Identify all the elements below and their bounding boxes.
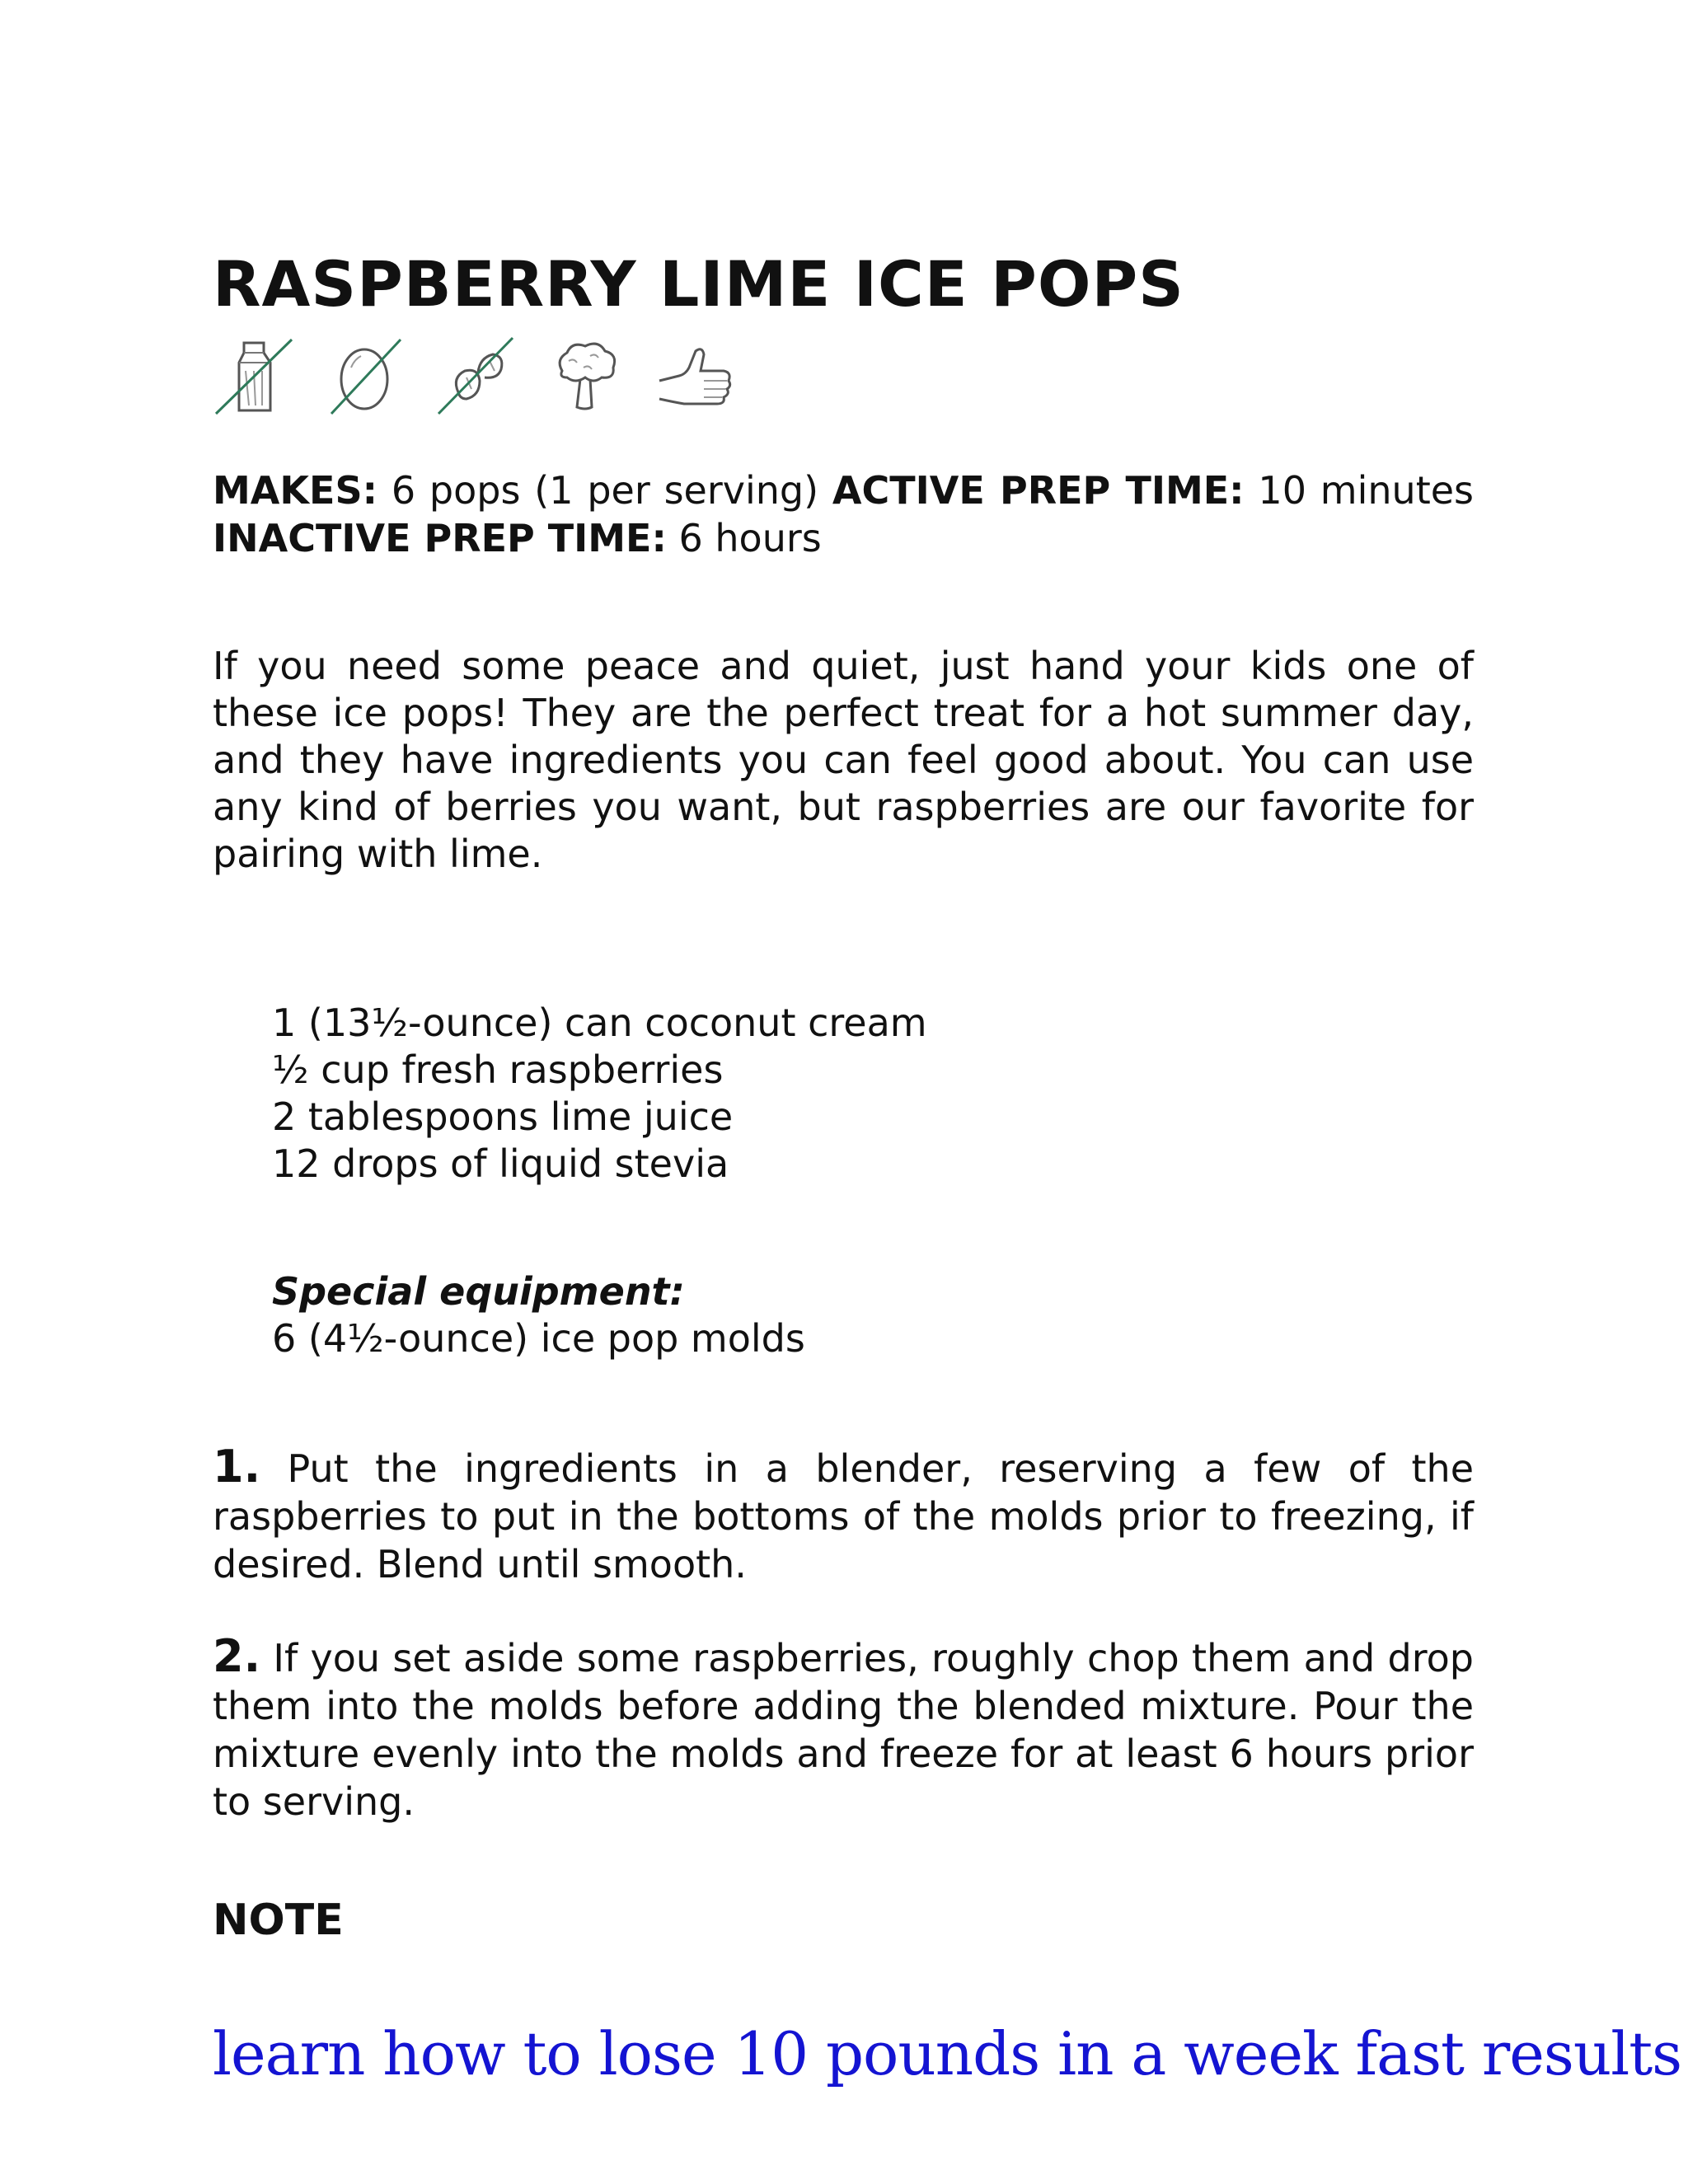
step-text: If you set aside some raspberries, roughly chop them and drop them into the molds before adding the blended mixture. Pour the mixture evenly into the molds and freeze for at least 6 hours prior to serving. (213, 1636, 1474, 1824)
special-equipment (213, 1268, 1474, 1362)
step-number: 2. (213, 1630, 261, 1682)
no-nuts-icon (434, 335, 516, 417)
active-prep-value: 10 minutes (1244, 468, 1475, 513)
inactive-prep-value: 6 hours (666, 516, 822, 560)
ingredient-item: 2 tablespoons lime juice (272, 1094, 734, 1139)
ingredient-item: 12 drops of liquid stevia (272, 1141, 729, 1186)
no-dairy-icon (213, 335, 295, 417)
note-heading: NOTE (213, 1896, 344, 1945)
recipe-page (213, 247, 1682, 2089)
makes-value: 6 pops (1 per serving) (377, 468, 832, 513)
recipe-intro: If you need some peace and quiet, just hand your kids one of these ice pops! They are the perfect treat for a hot summer day, and they have ingredients you can feel good about. You can use any kind of berries you want, but raspberries are our favorite for pairing with lime. (213, 644, 1474, 876)
kid-approved-thumbs-up-icon (654, 335, 737, 417)
makes-label: MAKES: (213, 468, 377, 513)
equipment-label: Special equipment: (272, 1269, 685, 1314)
diet-icons-row (213, 326, 1474, 417)
active-prep-label: ACTIVE PREP TIME: (832, 468, 1245, 513)
step-number: 1. (213, 1441, 261, 1493)
recipe-meta (213, 466, 1474, 562)
inactive-prep-label: INACTIVE PREP TIME: (213, 516, 667, 560)
recipe-title: RASPBERRY LIME ICE POPS (213, 247, 1184, 321)
no-egg-icon (323, 335, 406, 417)
ingredient-item: 1 (13½-ounce) can coconut cream (272, 1001, 927, 1045)
promo-link[interactable]: learn how to lose 10 pounds in a week fast results (213, 2019, 1682, 2088)
ingredient-list (213, 1000, 1474, 1188)
recipe-step (213, 1443, 1474, 1588)
ingredient-item: ½ cup fresh raspberries (272, 1047, 724, 1092)
vegetarian-broccoli-icon (544, 335, 626, 417)
equipment-value: 6 (4½-ounce) ice pop molds (272, 1316, 805, 1361)
recipe-step (213, 1630, 1474, 1825)
step-text: Put the ingredients in a blender, reserving a few of the raspberries to put in the bottoms of the molds prior to freezing, if desired. Blend until smooth. (213, 1446, 1474, 1586)
